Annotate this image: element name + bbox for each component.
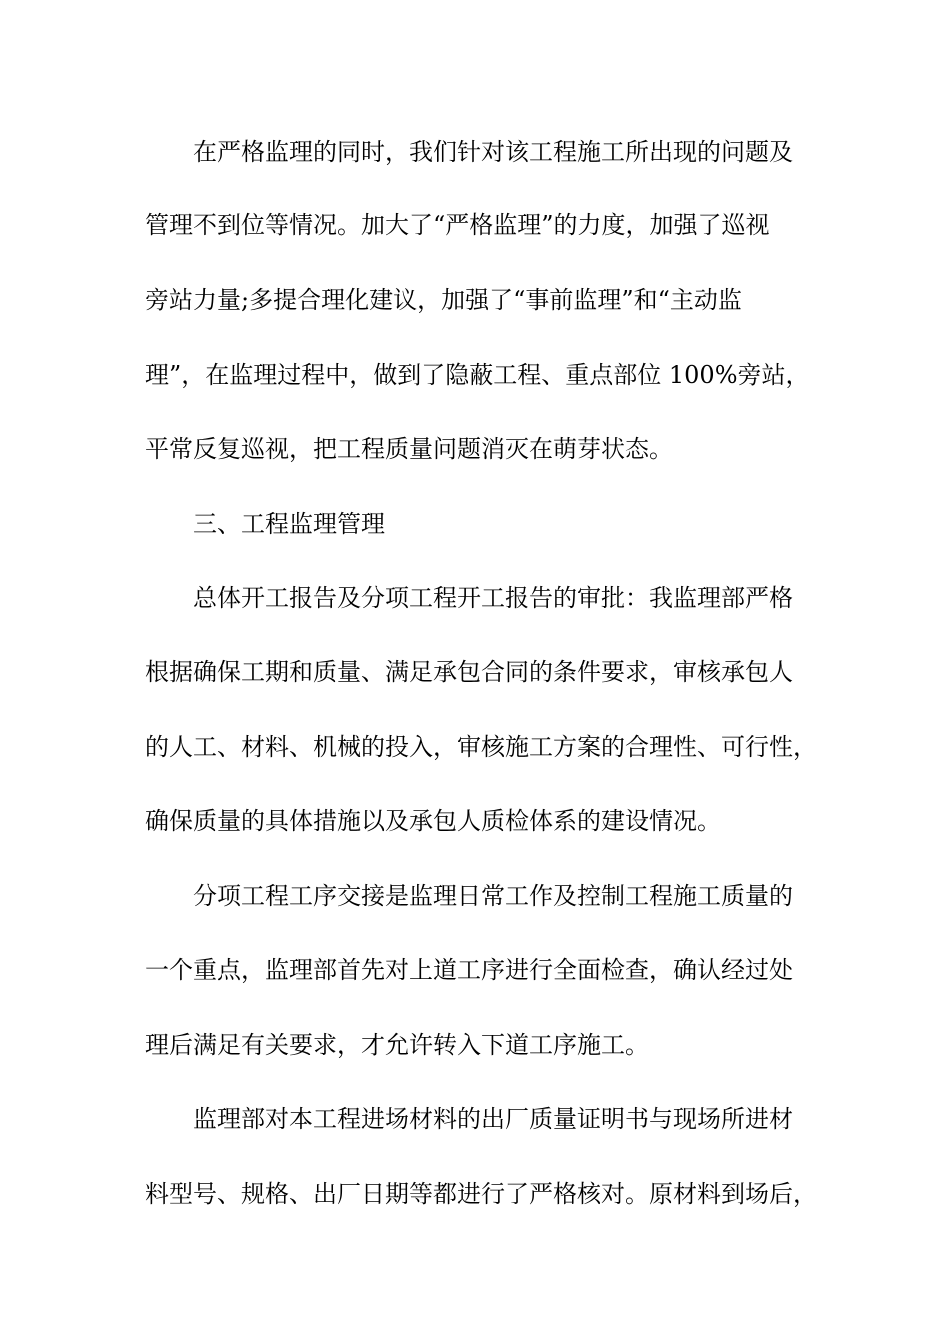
paragraph-3-line-1: 分项工程工序交接是监理日常工作及控制工程施工质量的 xyxy=(193,882,793,910)
paragraph-1-line-2: 管理不到位等情况。加大了“严格监理”的力度，加强了巡视 xyxy=(145,211,770,239)
section-heading: 三、工程监理管理 xyxy=(193,510,385,538)
paragraph-3-line-2: 一个重点，监理部首先对上道工序进行全面检查，确认经过处 xyxy=(145,956,793,984)
paragraph-1-line-5: 平常反复巡视，把工程质量问题消灭在萌芽状态。 xyxy=(145,435,673,463)
paragraph-2-line-3: 的人工、材料、机械的投入，审核施工方案的合理性、可行性， xyxy=(145,733,817,761)
paragraph-1-line-1: 在严格监理的同时，我们针对该工程施工所出现的问题及 xyxy=(193,138,793,166)
paragraph-1-line-4: 理”，在监理过程中，做到了隐蔽工程、重点部位 100%旁站， xyxy=(145,361,810,389)
paragraph-4-line-2: 料型号、规格、出厂日期等都进行了严格核对。原材料到场后， xyxy=(145,1180,817,1208)
paragraph-2-line-1: 总体开工报告及分项工程开工报告的审批：我监理部严格 xyxy=(193,584,793,612)
paragraph-3-line-3: 理后满足有关要求，才允许转入下道工序施工。 xyxy=(145,1031,649,1059)
paragraph-2-line-2: 根据确保工期和质量、满足承包合同的条件要求，审核承包人 xyxy=(145,658,793,686)
paragraph-1-line-3: 旁站力量;多提合理化建议，加强了“事前监理”和“主动监 xyxy=(145,286,742,314)
paragraph-4-line-1: 监理部对本工程进场材料的出厂质量证明书与现场所进材 xyxy=(193,1105,793,1133)
paragraph-2-line-4: 确保质量的具体措施以及承包人质检体系的建设情况。 xyxy=(145,807,721,835)
